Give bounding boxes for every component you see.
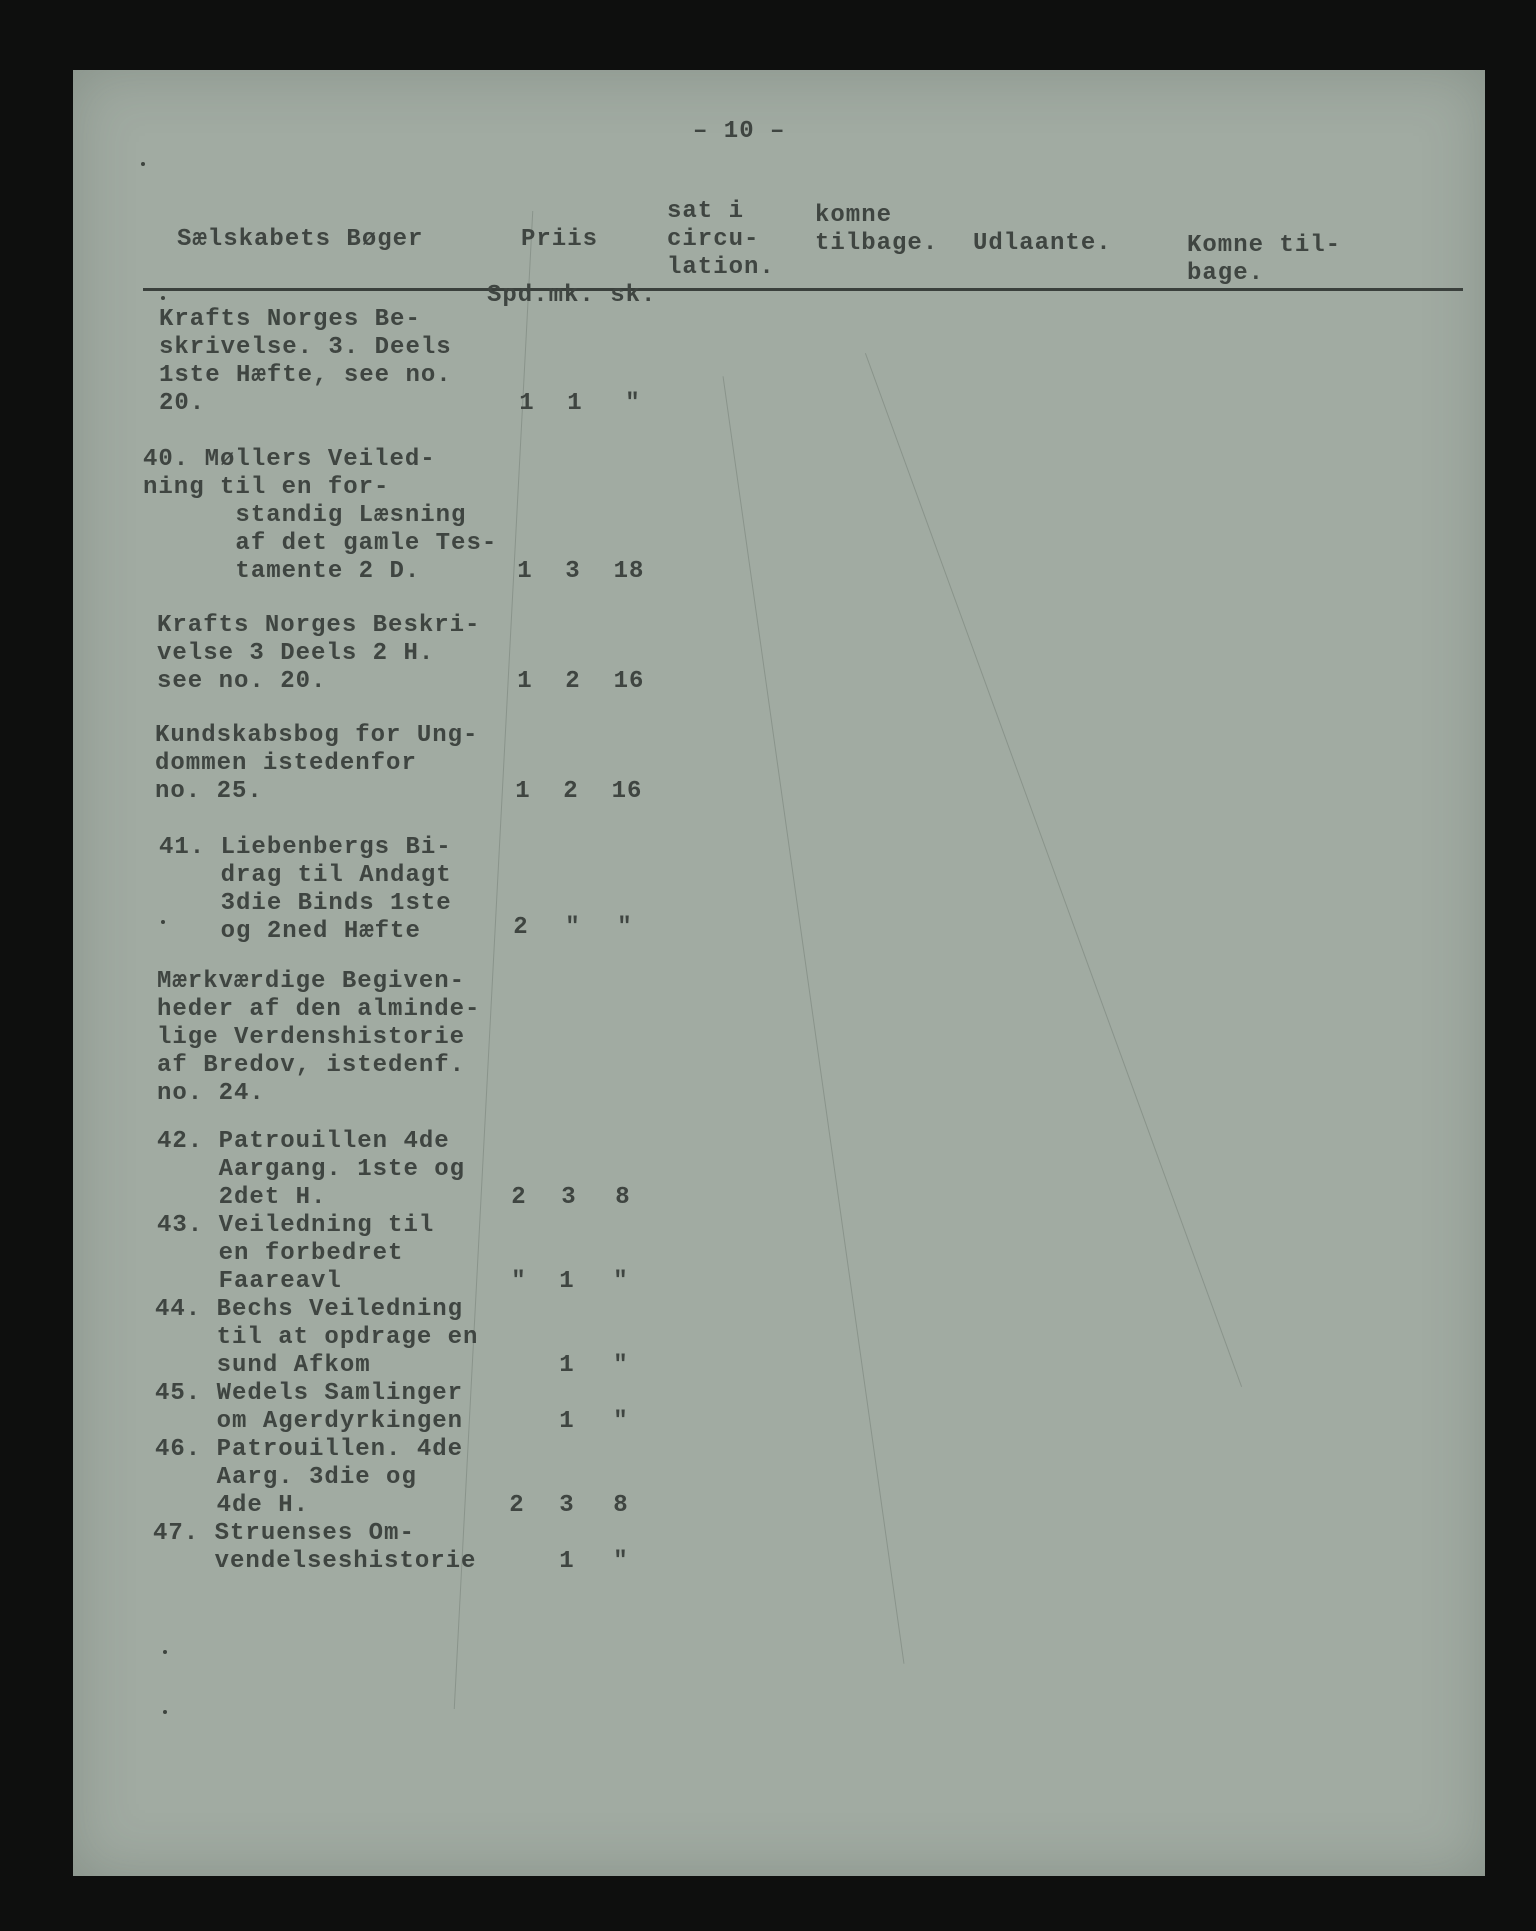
price-spd: 1	[517, 668, 533, 695]
price-sk: 8	[613, 1492, 629, 1519]
price-sk: 16	[611, 778, 643, 805]
entry-title: 44. Bechs Veiledning til at opdrage en sund Afkom	[155, 1296, 479, 1379]
price-mk: 2	[563, 778, 579, 805]
entry-title: 43. Veiledning til en forbedret Faareavl	[157, 1212, 435, 1295]
price-spd: 1	[515, 778, 531, 805]
entry-title: Krafts Norges Beskri- velse 3 Deels 2 H. see no. 20.	[157, 612, 481, 695]
price-mk: 1	[559, 1268, 575, 1295]
price-spd: 1	[519, 390, 535, 417]
entry-title: Mærkværdige Begiven- heder af den alminde- lige Verdenshistorie af Bredov, istedenf. no. 24.	[157, 968, 481, 1107]
price-mk: 1	[559, 1548, 575, 1575]
header-lent: Udlaante.	[973, 230, 1112, 257]
paper-crease	[723, 376, 905, 1663]
header-books: Sælskabets Bøger	[177, 226, 424, 253]
price-units: Spd.mk. sk.	[487, 282, 657, 309]
entry-title: Krafts Norges Be- skrivelse. 3. Deels 1ste Hæfte, see no. 20.	[159, 306, 452, 417]
price-sk: 16	[613, 668, 645, 695]
price-mk: 1	[567, 390, 583, 417]
price-mk: 2	[565, 668, 581, 695]
price-sk: "	[613, 1548, 629, 1575]
entry-title: 47. Struenses Om- vendelseshistorie	[153, 1520, 477, 1575]
price-mk: "	[565, 914, 581, 941]
page-number: – 10 –	[693, 118, 786, 145]
price-spd: 2	[513, 914, 529, 941]
entry-title: 46. Patrouillen. 4de Aarg. 3die og 4de H.	[155, 1436, 464, 1519]
header-rule	[143, 288, 1463, 291]
margin-mark	[161, 296, 165, 300]
entry-title: Kundskabsbog for Ung- dommen istedenfor no. 25.	[155, 722, 479, 805]
price-sk: "	[613, 1268, 629, 1295]
paper-crease	[865, 353, 1242, 1387]
price-spd: "	[511, 1268, 527, 1295]
entry-title: 41. Liebenbergs Bi- drag til Andagt 3die Binds 1ste og 2ned Hæfte	[159, 834, 452, 945]
price-sk: 18	[613, 558, 645, 585]
price-sk: 8	[615, 1184, 631, 1211]
document-page	[73, 70, 1485, 1876]
margin-mark	[141, 162, 145, 166]
header-price: Priis	[521, 226, 599, 253]
price-spd: 2	[511, 1184, 527, 1211]
margin-mark	[163, 1710, 167, 1714]
entry-title: 40. Møllers Veiled- ning til en for- standig Læsning af det gamle Tes- tamente 2 D.	[143, 446, 498, 585]
header-circulation: sat i circu- lation.	[667, 198, 775, 281]
margin-mark	[163, 1650, 167, 1654]
price-spd: 2	[509, 1492, 525, 1519]
header-returned-2: Komne til- bage.	[1187, 232, 1342, 287]
price-mk: 1	[559, 1408, 575, 1435]
entry-title: 45. Wedels Samlinger om Agerdyrkingen	[155, 1380, 464, 1435]
price-mk: 3	[565, 558, 581, 585]
price-mk: 3	[561, 1184, 577, 1211]
price-sk: "	[625, 390, 641, 417]
header-returned: komne tilbage.	[815, 202, 939, 257]
price-sk: "	[617, 914, 633, 941]
price-mk: 1	[559, 1352, 575, 1379]
entry-title: 42. Patrouillen 4de Aargang. 1ste og 2det H.	[157, 1128, 466, 1211]
price-sk: "	[613, 1408, 629, 1435]
price-mk: 3	[559, 1492, 575, 1519]
paper-crease	[454, 211, 534, 1709]
price-spd: 1	[517, 558, 533, 585]
price-sk: "	[613, 1352, 629, 1379]
